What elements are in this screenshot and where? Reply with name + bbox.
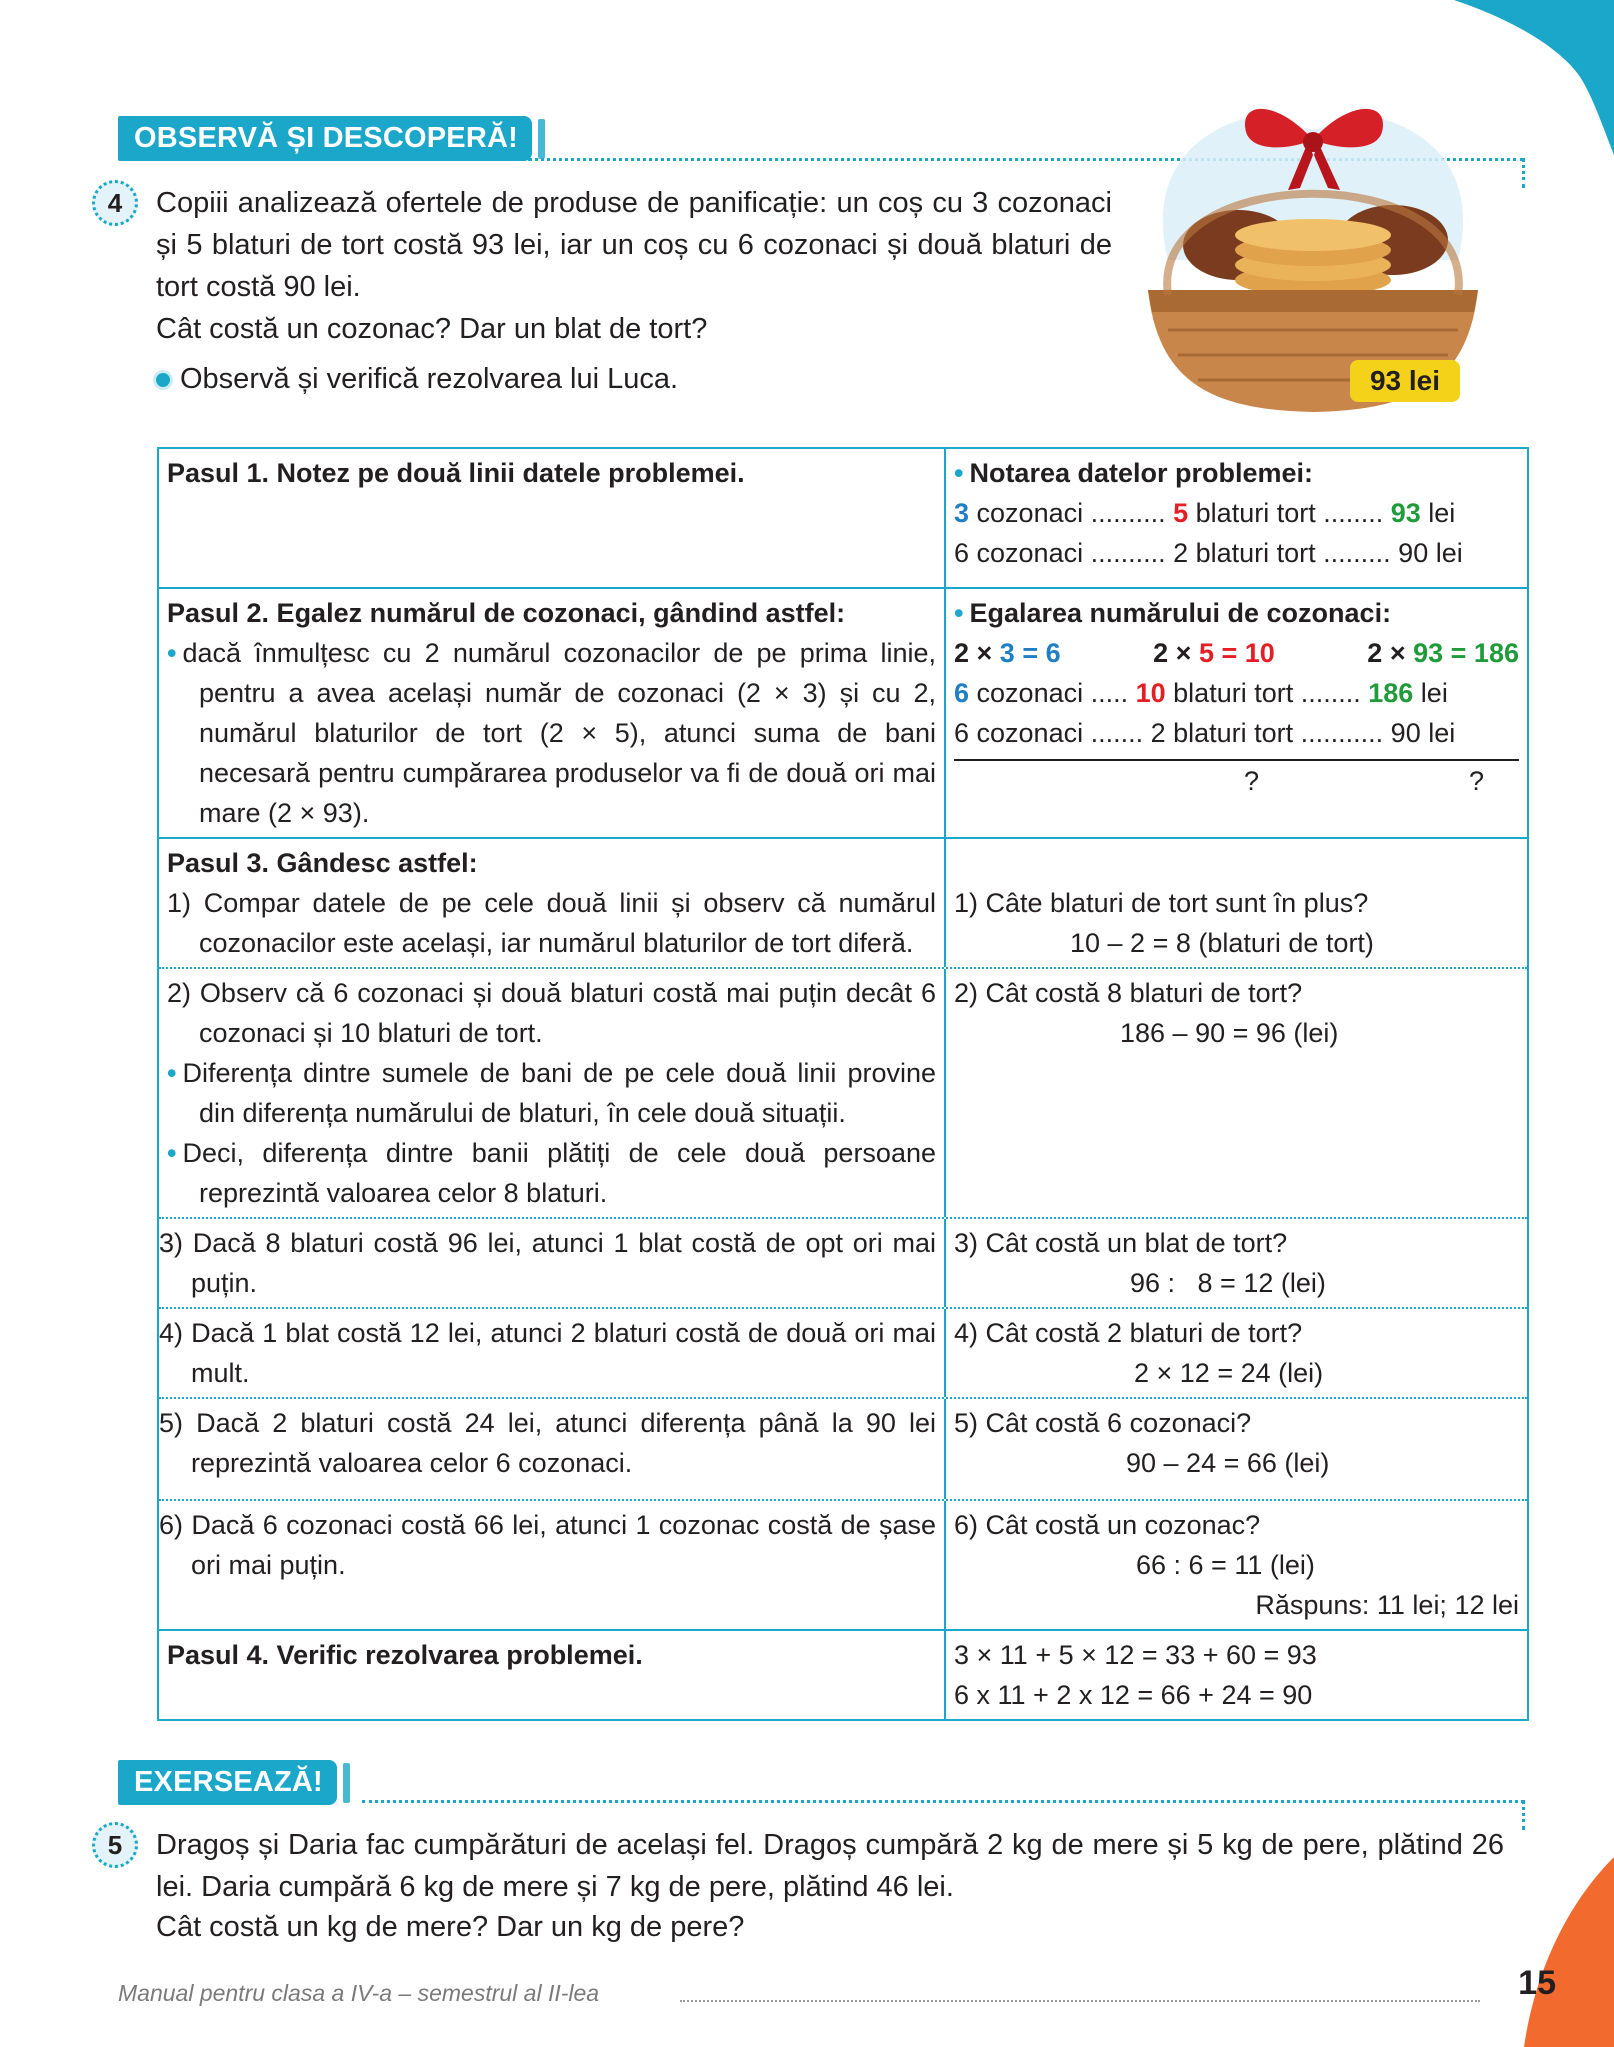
problem-4-question: Cât costă un cozonac? Dar un blat de tort? [156, 313, 708, 345]
step3-r1-left [159, 839, 946, 967]
step1-left: Pasul 1. Notez pe două linii datele problemei. [159, 449, 946, 587]
section-divider-end [1522, 1800, 1525, 1830]
step3-r6-answer: 66 : 6 = 11 (lei) [1136, 1550, 1315, 1580]
step3-r3-text: 3) Dacă 8 blaturi costă 96 lei, atunci 1 blat costă de opt ori mai puțin. [159, 1219, 946, 1307]
step2-right-title: Egalarea numărului de cozonaci: [969, 598, 1392, 628]
question-mark: ? [1244, 766, 1260, 796]
table-row-step3-5 [159, 1397, 1527, 1499]
step2-right: • Egalarea numărului de cozonaci: 2 × 3 = 6 2 × 5 = 10 2 × 93 = 186 6 cozonaci ..... 10 blaturi tort ........ 186 lei 6 cozonaci ....... 2 blaturi tort ........... 90 lei ? ? [946, 589, 1527, 837]
step3-r5-question: 5) Cât costă 6 cozonaci? [954, 1408, 1252, 1438]
section-title: OBSERVĂ ȘI DESCOPERĂ! [118, 116, 532, 161]
step3-r2-answer: 186 – 90 = 96 (lei) [1120, 1018, 1339, 1048]
section-title: EXERSEAZĂ! [118, 1760, 337, 1805]
section-divider-end [1522, 158, 1525, 188]
section-heading-exercise [118, 1760, 350, 1805]
problem-4-text: Copiii analizează ofertele de produse de panificație: un coș cu 3 cozonaci și 5 blaturi de tort costă 93 lei, iar un coș cu 6 cozonaci și două blaturi de tort costă 90 lei. [156, 187, 1112, 303]
step3-r1-question: 1) Câte blaturi de tort sunt în plus? [954, 888, 1369, 918]
table-row-step2 [159, 587, 1527, 837]
step1-line1: 3 cozonaci .......... 5 blaturi tort ........ 93 lei [954, 498, 1456, 528]
step3-r6-right [946, 1501, 1527, 1629]
step3-r1-right [946, 839, 1527, 967]
problem-number-badge: 5 [92, 1822, 138, 1868]
step2-line2: 6 cozonaci ....... 2 blaturi tort ........... 90 lei [954, 718, 1456, 748]
step3-r2-right [946, 969, 1527, 1217]
step3-r3-question: 3) Cât costă un blat de tort? [954, 1228, 1288, 1258]
step3-r1-text: 1) Compar datele de pe cele două linii și observ că numărul cozonacilor este același, iar numărul blaturilor de tort diferă. [167, 888, 936, 958]
step2-title: Pasul 2. Egalez numărul de cozonaci, gândind astfel: [167, 598, 846, 628]
step1-line2: 6 cozonaci .......... 2 blaturi tort ......... 90 lei [954, 538, 1463, 568]
table-row-step3-1 [159, 837, 1527, 967]
corner-decoration-bottom-right [1504, 1857, 1614, 2047]
step2-left [159, 589, 946, 837]
step1-right-title: Notarea datelor problemei: [969, 458, 1314, 488]
step3-r4-text: 4) Dacă 1 blat costă 12 lei, atunci 2 blaturi costă de două ori mai mult. [159, 1309, 946, 1397]
problem-4-instruction [156, 358, 678, 400]
step3-r2-bullet2: • Deci, diferența dintre banii plătiți de cele două persoane reprezintă valoarea celor 8 blaturi. [167, 1138, 936, 1208]
table-row-step3-4 [159, 1307, 1527, 1397]
step1-right: • Notarea datelor problemei: 3 cozonaci .......... 5 blaturi tort ........ 93 lei 6 cozonaci .......... 2 blaturi tort ......... 90 lei [946, 449, 1527, 587]
step3-r6-question: 6) Cât costă un cozonac? [954, 1510, 1261, 1540]
price-tag-text: 93 lei [1369, 365, 1441, 396]
bullet-icon [156, 373, 170, 387]
step3-r5-text: 5) Dacă 2 blaturi costă 24 lei, atunci diferența până la 90 lei reprezintă valoarea celor 6 cozonaci. [159, 1399, 946, 1499]
basket-illustration [1128, 60, 1498, 430]
step3-r4-right [946, 1309, 1527, 1397]
footer-divider [680, 2000, 1480, 2002]
step3-r2-left [159, 969, 946, 1217]
instruction-text: Observă și verifică rezolvarea lui Luca. [180, 363, 679, 395]
table-row-step1 [159, 449, 1527, 587]
step3-r3-right [946, 1219, 1527, 1307]
step4-right [946, 1631, 1527, 1719]
section-divider [362, 1800, 1524, 1803]
step3-r2-text: 2) Observ că 6 cozonaci și două blaturi costă mai puțin decât 6 cozonaci și 10 blaturi de tort. [167, 978, 936, 1048]
final-answer: Răspuns: 11 lei; 12 lei [1255, 1590, 1519, 1620]
table-row-step3-2 [159, 967, 1527, 1217]
step3-r5-answer: 90 – 24 = 66 (lei) [1126, 1448, 1330, 1478]
page-number: 15 [1518, 1964, 1556, 2002]
step3-r2-bullet1: • Diferența dintre sumele de bani de pe cele două linii provine din diferența numărului de blaturi, în cele două situații. [167, 1058, 936, 1128]
solution-table [157, 447, 1529, 1721]
problem-5-text: Dragoș și Daria fac cumpărături de același fel. Dragoș cumpără 2 kg de mere și 5 kg de pere, plătind 26 lei. Daria cumpără 6 kg de mere și 7 kg de pere, plătind 46 lei. [156, 1829, 1504, 1903]
table-row-step3-3 [159, 1217, 1527, 1307]
question-mark: ? [1469, 766, 1485, 796]
problem-5-question: Cât costă un kg de mere? Dar un kg de pere? [156, 1911, 745, 1943]
step3-r2-question: 2) Cât costă 8 blaturi de tort? [954, 978, 1303, 1008]
step4-line1: 3 × 11 + 5 × 12 = 33 + 60 = 93 [954, 1640, 1317, 1670]
step2-line1: 6 cozonaci ..... 10 blaturi tort ........ 186 lei [954, 678, 1448, 708]
step2-questions [954, 759, 1519, 801]
step3-r4-answer: 2 × 12 = 24 (lei) [1134, 1358, 1324, 1388]
step3-r1-answer: 10 – 2 = 8 (blaturi de tort) [1070, 928, 1374, 958]
step2-equations: 2 × 3 = 6 2 × 5 = 10 2 × 93 = 186 [954, 638, 1519, 668]
footer-text: Manual pentru clasa a IV-a – semestrul al II-lea [118, 1980, 600, 2006]
step3-r5-right [946, 1399, 1527, 1499]
table-row-step4 [159, 1629, 1527, 1719]
problem-number-badge: 4 [92, 180, 138, 226]
section-tick [343, 1763, 350, 1803]
section-tick [538, 119, 545, 159]
step4-line2: 6 x 11 + 2 x 12 = 66 + 24 = 90 [954, 1680, 1313, 1710]
table-row-step3-6 [159, 1499, 1527, 1629]
step3-r3-answer: 96 : 8 = 12 (lei) [1130, 1268, 1326, 1298]
step2-bullet: • dacă înmulțesc cu 2 numărul cozonacilor de pe prima linie, pentru a avea același număr de cozonaci (2 × 3) și cu 2, numărul blaturilor de tort (2 × 5), atunci suma de bani necesară pentru cumpărarea produselor va fi de două ori mai mare (2 × 93). [167, 638, 936, 828]
step3-r4-question: 4) Cât costă 2 blaturi de tort? [954, 1318, 1303, 1348]
section-heading-observe [118, 116, 545, 161]
step4-left: Pasul 4. Verific rezolvarea problemei. [159, 1631, 946, 1719]
step3-title: Pasul 3. Gândesc astfel: [167, 848, 478, 878]
step3-r6-text: 6) Dacă 6 cozonaci costă 66 lei, atunci 1 cozonac costă de șase ori mai puțin. [159, 1501, 946, 1629]
